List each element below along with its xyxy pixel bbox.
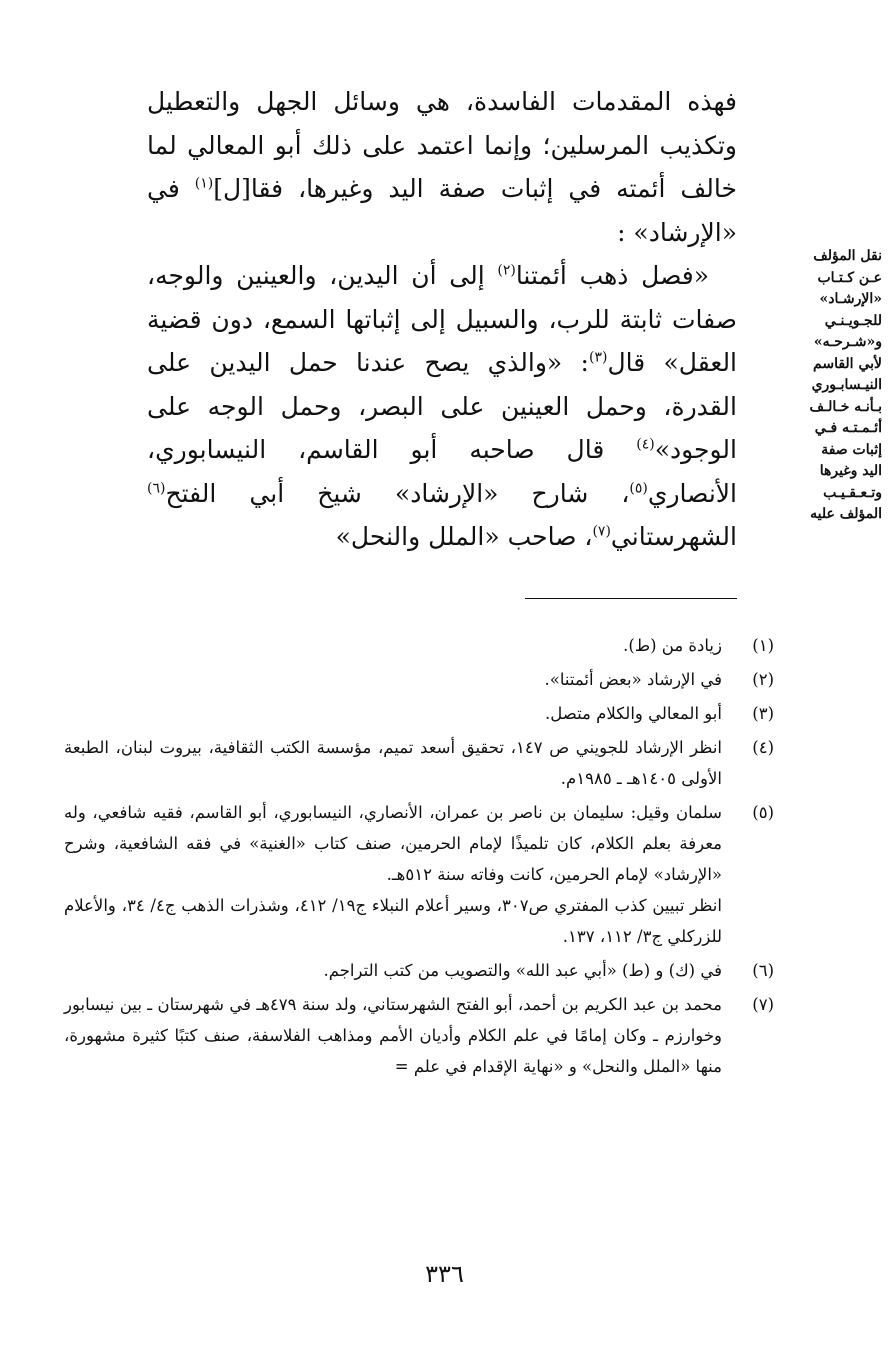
margin-note-line: بـأنـه خـالـف bbox=[809, 398, 882, 415]
footnote-number: (١) bbox=[752, 636, 774, 655]
margin-note bbox=[770, 246, 882, 526]
footnote-item bbox=[64, 955, 774, 986]
margin-note-line: إثبات صفة bbox=[821, 441, 882, 458]
margin-note-line: عـن كـتـاب bbox=[817, 269, 882, 286]
footnote-item bbox=[64, 989, 774, 1082]
margin-note-line: «الإرشـاد» bbox=[819, 291, 882, 307]
margin-note-line: أئـمـتـه فـي bbox=[814, 420, 882, 436]
footnote-text: في الإرشاد «بعض أئمتنا». bbox=[544, 670, 722, 689]
footnote-number: (٢) bbox=[752, 670, 774, 689]
footnote-body bbox=[64, 797, 722, 952]
page-number: ٣٣٦ bbox=[425, 1260, 464, 1288]
main-paragraph-2: «فصل ذهب أئمتنا$^{(٢)}$ إلى أن اليدين، والعينين والوجه، صفات ثابتة للرب، والسبيل إلى إثباتها السمع، دون قضية العقل» قال$^{(٣)}$: «والذي يصح عندنا حمل اليدين على القدرة، وحمل العينين على البصر، وحمل الوجه على الوجود»$^{(٤)}$ قال صاحبه أبو القاسم، النيسابوري، الأنصاري$^{(٥)}$، شارح «الإرشاد» شيخ أبي الفتح$^{(٦)}$ الشهرستاني$^{(٧)}$، صاحب «الملل والنحل» bbox=[147, 261, 738, 551]
margin-note-line: نقل المؤلف bbox=[813, 248, 882, 264]
footnote-marker-5[interactable]: (٥) bbox=[629, 480, 648, 497]
footnote-separator bbox=[525, 598, 737, 599]
footnote-marker-7[interactable]: (٧) bbox=[592, 523, 611, 540]
footnote-number: (٣) bbox=[752, 704, 774, 723]
footnote-number: (٧) bbox=[752, 995, 774, 1014]
margin-note-line: للجـويـنـي bbox=[824, 312, 882, 329]
footnote-number: (٦) bbox=[752, 961, 774, 980]
footnote-text: انظر الإرشاد للجويني ص ١٤٧، تحقيق أسعد تميم، مؤسسة الكتب الثقافية، بيروت لبنان، الطبعة الأولى ١٤٠٥هـ ـ ١٩٨٥م. bbox=[64, 738, 723, 788]
footnote-item bbox=[64, 797, 774, 952]
footnote-number: (٤) bbox=[752, 738, 774, 757]
footnote-marker-6[interactable]: (٦) bbox=[147, 480, 166, 497]
main-paragraph-1: فهذه المقدمات الفاسدة، هي وسائل الجهل والتعطيل وتكذيب المرسلين؛ وإنما اعتمد على ذلك أبو المعالي لما خالف أئمته في إثبات صفة اليد وغيرها، فقا[ل]$^{(١)}$ في «الإرشاد» : bbox=[147, 87, 737, 247]
footnote-number: (٥) bbox=[752, 803, 774, 822]
footnote-item bbox=[64, 630, 774, 661]
footnote-text: زيادة من (ط). bbox=[623, 636, 722, 655]
footnote-marker-3[interactable]: (٣) bbox=[588, 349, 608, 366]
footnotes bbox=[64, 630, 774, 1085]
footnote-marker-2[interactable]: (٢) bbox=[497, 262, 516, 279]
footnote-item bbox=[64, 698, 774, 729]
footnote-marker-4[interactable]: (٤) bbox=[636, 436, 655, 453]
footnote-text: سلمان وقيل: سليمان بن ناصر بن عمران، الأنصاري، النيسابوري، أبو القاسم، فقيه شافعي، وله معرفة بعلم الكلام، كان تلميذًا لإمام الحرمين، صنف كتاب «الغنية» في فقه الشافعية، وشرح «الإرشاد» لإمام الحرمين، كانت وفاته سنة ٥١٢هـ. bbox=[64, 803, 722, 884]
margin-note-line: لأبي القاسم bbox=[813, 355, 882, 372]
main-text bbox=[147, 80, 737, 559]
margin-note-line: النيـسابـوري bbox=[811, 377, 882, 393]
footnote-marker-1[interactable]: (١) bbox=[194, 175, 214, 192]
footnote-item bbox=[64, 664, 774, 695]
margin-note-line: و«شـرحـه» bbox=[813, 334, 882, 350]
margin-note-line: وتـعـقـيـب bbox=[823, 484, 882, 501]
footnote-text: أبو المعالي والكلام متصل. bbox=[545, 704, 722, 723]
footnote-sources: انظر تبيين كذب المفتري ص٣٠٧، وسير أعلام النبلاء ج١٩/ ٤١٢، وشذرات الذهب ج٤/ ٣٤، والأعلام للزركلي ج٣/ ١١٢، ١٣٧. bbox=[64, 896, 722, 946]
footnote-text: في (ك) و (ط) «أبي عبد الله» والتصويب من كتب التراجم. bbox=[323, 961, 722, 980]
margin-note-line: اليد وغيرها bbox=[819, 463, 882, 479]
margin-note-line: المؤلف عليه bbox=[810, 506, 882, 522]
footnote-text: محمد بن عبد الكريم بن أحمد، أبو الفتح الشهرستاني، ولد سنة ٤٧٩هـ في شهرستان ـ بين نيسابور وخوارزم ـ وكان إمامًا في علم الكلام وأديان الأمم ومذاهب الفلاسفة، صنف كتبًا كثيرة مشهورة، منها «الملل والنحل» و «نهاية الإقدام في علم = bbox=[64, 995, 722, 1076]
footnote-item bbox=[64, 732, 774, 794]
